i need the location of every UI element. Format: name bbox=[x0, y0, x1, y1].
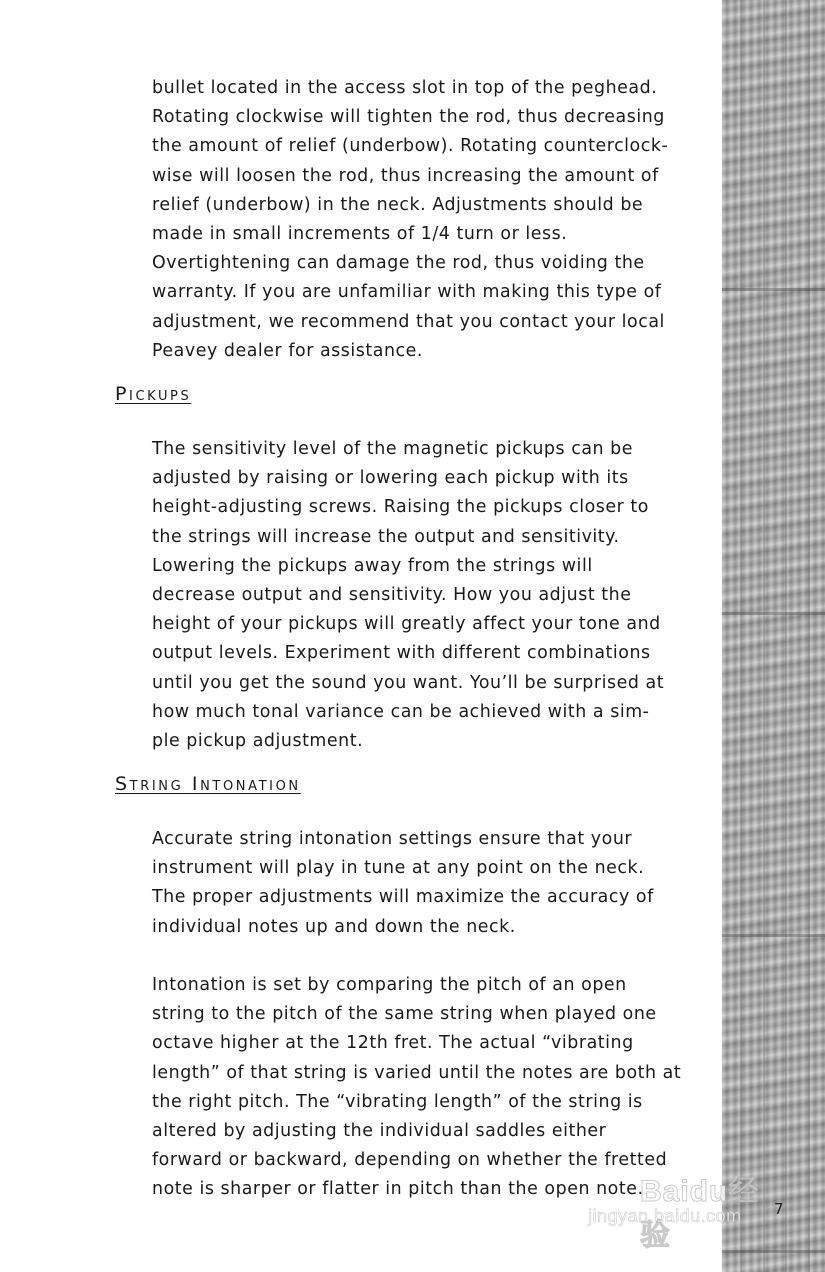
page-number: 7 bbox=[774, 1200, 784, 1218]
truss-rod-paragraph: bullet located in the access slot in top of the peghead. Rotating clockwise will tighten the rod, thus decreasing the amount of relief (underbow). Rotating counterclock- wise will loosen the rod, thus increasing the amount of relief (underbow) in the neck. Adjustments should be made in small increments of 1/4 turn or less. Overtightening can damage the rod, thus voiding the warranty. If you are unfamiliar with making this type of adjustment, we recommend that you contact your local Peavey dealer for assistance. bbox=[152, 78, 669, 361]
watermark-logo: Baidu经验 bbox=[640, 1175, 760, 1252]
string-intonation-heading: String Intonation bbox=[115, 773, 301, 795]
pickups-heading: Pickups bbox=[115, 383, 192, 405]
wood-grain-strip bbox=[722, 0, 825, 1272]
pickups-paragraph: The sensitivity level of the magnetic pickups can be adjusted by raising or lowering each pickup with its height-adjusting screws. Raising the pickups closer to the strings will increase the output and sensitivity. Lowering the pickups away from the strings will decrease output and sensitivity. How you adjust the height of your pickups will greatly affect your tone and output levels. Experiment with different combinations until you get the sound you want. You’ll be surprised at how much tonal variance can be achieved with a sim- ple pickup adjustment. bbox=[152, 439, 665, 752]
intonation-paragraph-1: Accurate string intonation settings ensure that your instrument will play in tune at any point on the neck. The proper adjustments will maximize the accuracy of individual notes up and down the neck. bbox=[152, 829, 654, 937]
watermark-url: jingyan.baidu.com bbox=[588, 1206, 742, 1226]
baidu-watermark bbox=[588, 1166, 788, 1252]
intonation-paragraph-2: Intonation is set by comparing the pitch of an open string to the pitch of the same string when played one octave higher at the 12th fret. The actual “vibrating length” of that string is varied until the notes are both at the right pitch. The “vibrating length” of the string is altered by adjusting the individual saddles either forward or backward, depending on whether the fretted note is sharper or flatter in pitch than the open note. bbox=[152, 975, 682, 1200]
